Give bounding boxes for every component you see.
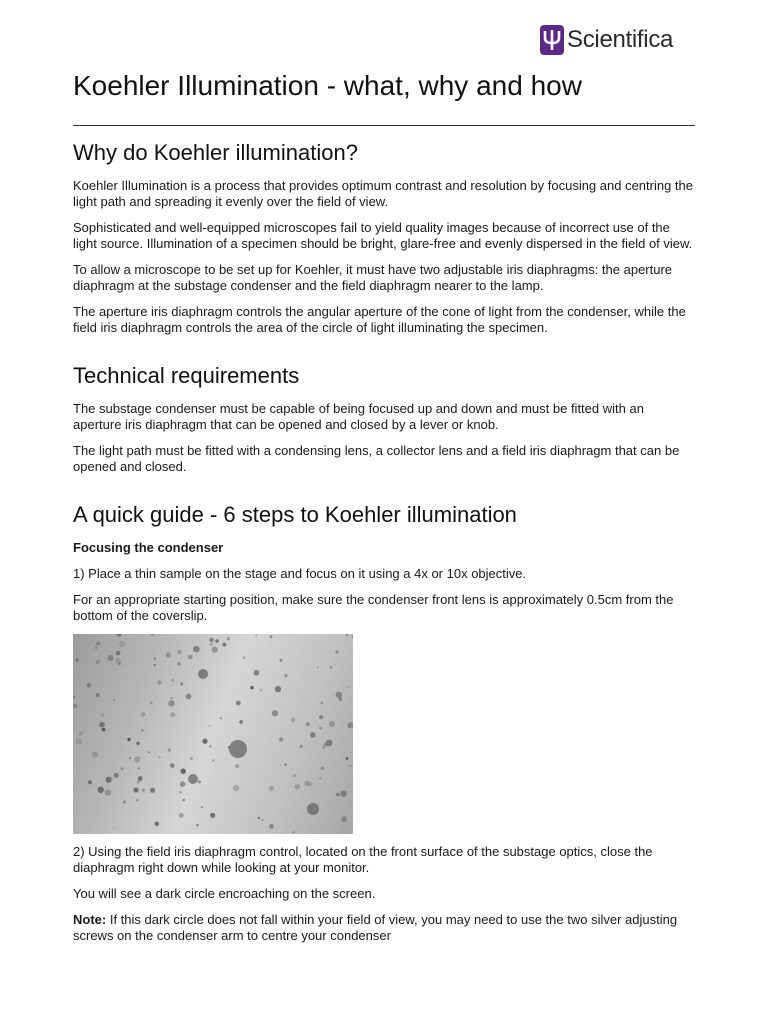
paragraph: Koehler Illumination is a process that provides optimum contrast and resolution by focusing and centring the light path and spreading it evenly over the field of view. — [73, 178, 694, 209]
title-divider — [73, 125, 695, 126]
subheading-focusing: Focusing the condenser — [73, 540, 224, 555]
paragraph: The light path must be fitted with a condensing lens, a collector lens and a field iris diaphragm that can be opened and closed. — [73, 443, 680, 474]
section-heading-guide: A quick guide - 6 steps to Koehler illumination — [73, 502, 517, 527]
paragraph: Sophisticated and well-equipped microscopes fail to yield quality images because of incorrect use of the light source. Illumination of a specimen should be bright, glare-free and evenly dispersed in the field of view. — [73, 220, 693, 251]
brand-name: Scientifica — [567, 26, 674, 53]
microscope-image — [73, 634, 353, 834]
section-heading-why: Why do Koehler illumination? — [73, 140, 358, 165]
paragraph: For an appropriate starting position, make sure the condenser front lens is approximately 0.5cm from the bottom of the coverslip. — [73, 592, 674, 623]
paragraph: To allow a microscope to be set up for Koehler, it must have two adjustable iris diaphragms: the aperture diaphragm at the substage condenser and the field diaphragm nearer to the lamp. — [73, 262, 673, 293]
note-text: If this dark circle does not fall within your field of view, you may need to use the two silver adjusting screws on the condenser arm to centre your condenser — [73, 912, 678, 943]
page-title: Koehler Illumination - what, why and how — [73, 70, 582, 101]
document-body — [73, 140, 695, 954]
brand-logo — [540, 24, 673, 56]
paragraph: 1) Place a thin sample on the stage and focus on it using a 4x or 10x objective. — [73, 566, 527, 581]
paragraph: The aperture iris diaphragm controls the angular aperture of the cone of light from the condenser, while the field iris diaphragm controls the area of the circle of light illuminating the specimen. — [73, 304, 686, 335]
paragraph: You will see a dark circle encroaching on the screen. — [73, 886, 376, 901]
paragraph: The substage condenser must be capable of being focused up and down and must be fitted with an aperture iris diaphragm that can be opened and closed by a lever or knob. — [73, 401, 644, 432]
psi-logo-icon — [540, 25, 564, 55]
paragraph: 2) Using the field iris diaphragm control, located on the front surface of the substage optics, close the diaphragm right down while looking at your monitor. — [73, 844, 653, 875]
note-paragraph — [73, 912, 695, 944]
section-heading-technical: Technical requirements — [73, 363, 300, 388]
note-label: Note: — [73, 912, 107, 927]
